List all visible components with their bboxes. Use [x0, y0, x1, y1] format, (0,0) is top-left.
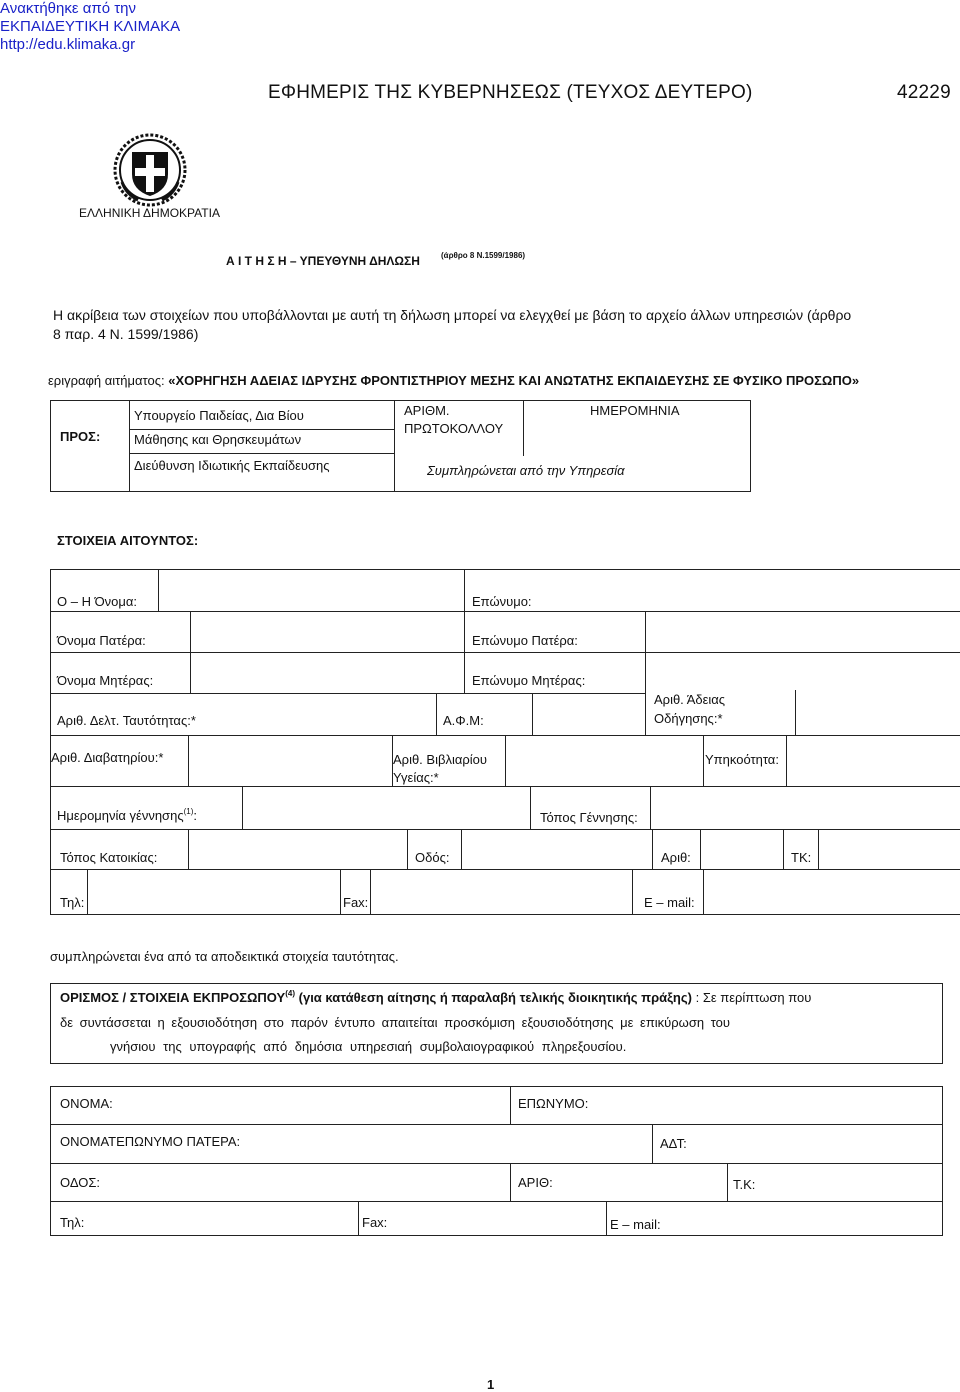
applicant-name-label: Ο – Η Όνομα: [57, 594, 137, 609]
citizenship-label: Υπηκοότητα: [705, 752, 779, 767]
applicant-section-title: ΣΤΟΙΧΕΙΑ ΑΙΤΟΥΝΤΟΣ: [57, 533, 199, 548]
rep-surname-field[interactable] [592, 1088, 941, 1122]
mother-surname-label: Επώνυμο Μητέρας: [472, 673, 586, 688]
representative-text-3: γνήσιου της υπογραφής από δημόσια υπηρεσιαή συμβολαιογραφικού πληρεξουσίου. [110, 1039, 627, 1054]
filled-by-service-note: Συμπληρώνεται από την Υπηρεσία [427, 463, 625, 478]
rep-name-label: ΟΝΟΜΑ: [60, 1096, 113, 1111]
email-label: E – mail: [644, 895, 695, 910]
rep-email-label: E – mail: [610, 1217, 661, 1232]
father-surname-field[interactable] [647, 613, 960, 650]
applicant-surname-label: Επώνυμο: [472, 594, 532, 609]
rep-street-label: ΟΔΟΣ: [60, 1175, 101, 1190]
protocol-number-label-1: ΑΡΙΘΜ. [404, 403, 450, 418]
afm-field[interactable] [534, 695, 643, 733]
representative-heading: ΟΡΙΣΜΟΣ / ΣΤΟΙΧΕΙΑ ΕΚΠΡΟΣΩΠΟΥ$^{(4)}$ (για κατάθεση αίτησης ή παραλαβή τελικής διοικητικής πράξης) : Σε περίπτωση που [60, 989, 812, 1005]
request-description [48, 373, 859, 388]
id-proof-note: συμπληρώνεται ένα από τα αποδεικτικά στοιχεία ταυτότητας. [50, 949, 399, 964]
license-label-2: Οδήγησης:* [654, 711, 723, 726]
request-description-value: «ΧΟΡΗΓΗΣΗ ΑΔΕΙΑΣ ΙΔΡΥΣΗΣ ΦΡΟΝΤΙΣΤΗΡΙΟΥ ΜΕΣΗΣ ΚΑΙ ΑΝΩΤΑΤΗΣ ΕΚΠΑΙΔΕΥΣΗΣ ΣΕ ΦΥΣΙΚΟ ΠΡΟΣΩΠΟ» [168, 373, 860, 388]
passport-label: Αριθ. Διαβατηρίου:* [51, 750, 164, 765]
gazette-page-number: 42229 [897, 82, 951, 103]
emblem-caption: ΕΛΛΗΝΙΚΗ ΔΗΜΟΚΡΑΤΙΑ [79, 206, 220, 220]
accuracy-notice-line-2: 8 παρ. 4 Ν. 1599/1986) [53, 326, 199, 342]
rep-father-label: ΟΝΟΜΑΤΕΠΩΝΥΜΟ ΠΑΤΕΡΑ: [60, 1134, 241, 1149]
citizenship-field[interactable] [788, 737, 960, 784]
birth-place-label: Τόπος Γέννησης: [540, 810, 638, 825]
page-footer-number: 1 [487, 1377, 495, 1392]
protocol-number-label-2: ΠΡΩΤΟΚΟΛΛΟΥ [404, 421, 504, 436]
rep-number-label: ΑΡΙΘ: [518, 1175, 553, 1190]
birth-date-field[interactable] [244, 788, 528, 827]
birth-place-field[interactable] [652, 788, 960, 827]
health-book-label-2: Υγείας:* [393, 770, 439, 785]
rep-adt-field[interactable] [694, 1126, 941, 1161]
afm-label: Α.Φ.Μ: [443, 713, 484, 728]
mother-name-label: Όνομα Μητέρας: [57, 673, 154, 688]
street-number-label: Αριθ: [661, 850, 691, 865]
recipient-line-2: Μάθησης και Θρησκευμάτων [134, 432, 302, 447]
mother-name-field[interactable] [192, 654, 462, 691]
greek-coat-of-arms-icon [112, 132, 188, 208]
form-title-ref: (άρθρο 8 Ν.1599/1986) [441, 251, 526, 260]
recipient-line-1: Υπουργείο Παιδείας, Δια Βίου [134, 408, 304, 423]
source-line-1: Ανακτήθηκε από την [0, 0, 137, 17]
health-book-field[interactable] [507, 737, 701, 784]
recipient-line-3: Διεύθυνση Ιδιωτικής Εκπαίδευσης [134, 458, 330, 473]
father-surname-label: Επώνυμο Πατέρα: [472, 633, 578, 648]
rep-surname-label: ΕΠΩΝΥΜΟ: [518, 1096, 589, 1111]
rep-postal-code-label: Τ.Κ: [733, 1177, 756, 1192]
rep-father-field[interactable] [250, 1126, 650, 1161]
request-description-label: εριγραφή αιτήματος: [48, 373, 165, 388]
rep-phone-label: Τηλ: [60, 1215, 85, 1230]
id-card-label: Αριθ. Δελτ. Ταυτότητας:* [57, 713, 196, 728]
source-line-2: ΕΚΠΑΙΔΕΥΤΙΚΗ ΚΛΙΜΑΚΑ [0, 18, 181, 35]
source-link[interactable]: http://edu.klimaka.gr [0, 36, 136, 53]
applicant-name-field[interactable] [160, 571, 462, 609]
passport-field[interactable] [190, 737, 390, 784]
residence-label: Τόπος Κατοικίας: [60, 850, 158, 865]
accuracy-notice-line-1: Η ακρίβεια των στοιχείων που υποβάλλονται με αυτή τη δήλωση μπορεί να ελεγχθεί με βάση το αρχείο άλλων υπηρεσιών (άρθρο [53, 307, 852, 323]
street-label: Οδός: [415, 850, 450, 865]
recipient-label: ΠΡΟΣ: [60, 429, 101, 444]
birth-date-note: (1) [183, 807, 194, 816]
phone-label: Τηλ: [60, 895, 85, 910]
license-field[interactable] [797, 695, 960, 733]
postal-code-label: ΤΚ: [791, 850, 812, 865]
fax-label: Fax: [343, 895, 369, 910]
date-label: ΗΜΕΡΟΜΗΝΙΑ [590, 403, 680, 418]
representative-text-2: δε συντάσσεται η εξουσιοδότηση στο παρόν έντυπο απαιτείται προσκόμιση εξουσιοδότησης με επικύρωση του [60, 1015, 730, 1030]
father-name-label: Όνομα Πατέρα: [57, 633, 146, 648]
applicant-surname-field[interactable] [560, 571, 960, 609]
father-name-field[interactable] [192, 613, 462, 650]
rep-name-field[interactable] [112, 1088, 508, 1122]
form-title: Α Ι Τ Η Σ Η – ΥΠΕΥΘΥΝΗ ΔΗΛΩΣΗ [226, 254, 420, 268]
license-label-1: Αριθ. Άδειας [654, 692, 726, 707]
birth-date-label: Ημερομηνία γέννησης$^{(1)}$: [57, 807, 197, 823]
rep-fax-label: Fax: [362, 1215, 388, 1230]
health-book-label-1: Αριθ. Βιβλιαρίου [393, 752, 487, 767]
gazette-title: ΕΦΗΜΕΡΙΣ ΤΗΣ ΚΥΒΕΡΝΗΣΕΩΣ (ΤΕΥΧΟΣ ΔΕΥΤΕΡΟ) [268, 82, 753, 103]
rep-adt-label: ΑΔΤ: [660, 1136, 687, 1151]
id-card-field[interactable] [230, 695, 434, 733]
